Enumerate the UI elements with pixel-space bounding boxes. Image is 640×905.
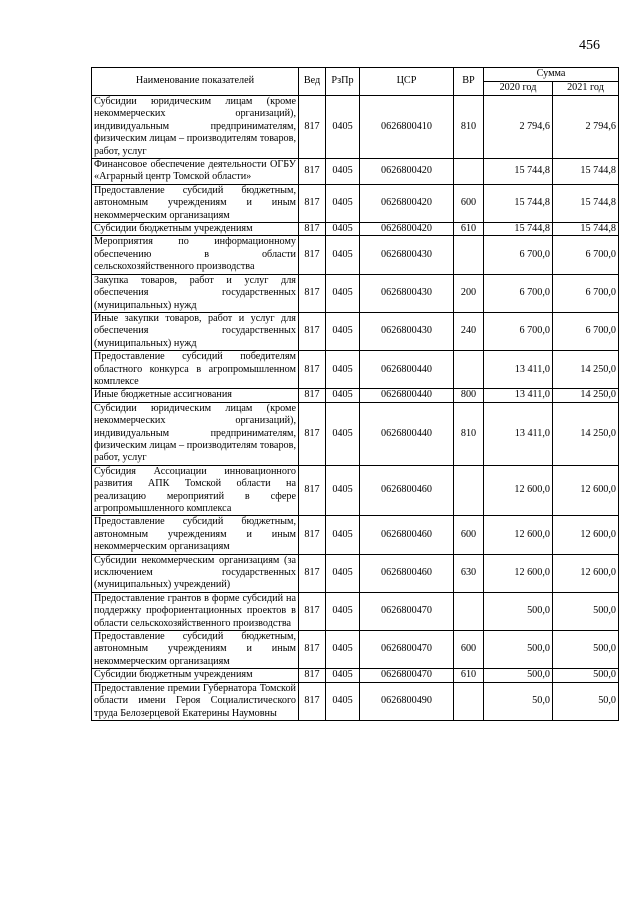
cell-csr: 0626800420 [360,223,454,236]
cell-sum-2020: 12 600,0 [484,516,553,554]
table-header [92,68,619,96]
cell-name: Субсидии юридическим лицам (кроме некоммерческих организаций), индивидуальным предпринимателям, физическим лицам – производителям товаров, работ, услуг [92,402,299,465]
cell-name: Субсидии бюджетным учреждениям [92,669,299,682]
cell-name: Субсидии некоммерческим организациям (за исключением государственных (муниципальных) учреждений) [92,554,299,592]
cell-ved: 817 [299,682,326,720]
cell-rzpr: 0405 [326,516,360,554]
cell-csr: 0626800420 [360,159,454,185]
cell-name: Иные закупки товаров, работ и услуг для обеспечения государственных (муниципальных) нужд [92,312,299,350]
cell-csr: 0626800470 [360,631,454,669]
cell-ved: 817 [299,389,326,402]
cell-ved: 817 [299,669,326,682]
cell-sum-2021: 15 744,8 [553,223,619,236]
cell-rzpr: 0405 [326,274,360,312]
cell-vr [454,236,484,274]
cell-sum-2020: 500,0 [484,669,553,682]
cell-name: Иные бюджетные ассигнования [92,389,299,402]
cell-vr: 240 [454,312,484,350]
cell-name: Субсидии бюджетным учреждениям [92,223,299,236]
cell-sum-2020: 6 700,0 [484,274,553,312]
cell-rzpr: 0405 [326,236,360,274]
table-row [92,389,619,402]
cell-ved: 817 [299,402,326,465]
cell-sum-2020: 12 600,0 [484,554,553,592]
cell-name: Предоставление субсидий победителям областного конкурса в агропромышленном комплексе [92,351,299,389]
cell-rzpr: 0405 [326,312,360,350]
cell-vr: 810 [454,402,484,465]
table-row [92,96,619,159]
cell-sum-2021: 500,0 [553,669,619,682]
cell-sum-2020: 13 411,0 [484,402,553,465]
cell-rzpr: 0405 [326,554,360,592]
cell-name: Субсидия Ассоциации инновационного развития АПК Томской области на реализацию мероприятий в сфере агропромышленного комплекса [92,465,299,516]
cell-vr: 610 [454,669,484,682]
cell-sum-2021: 6 700,0 [553,236,619,274]
cell-vr: 800 [454,389,484,402]
cell-sum-2020: 500,0 [484,631,553,669]
cell-ved: 817 [299,516,326,554]
cell-csr: 0626800430 [360,274,454,312]
cell-rzpr: 0405 [326,669,360,682]
cell-sum-2021: 6 700,0 [553,312,619,350]
cell-sum-2021: 500,0 [553,631,619,669]
cell-ved: 817 [299,274,326,312]
cell-ved: 817 [299,312,326,350]
table-body [92,96,619,721]
table-row [92,236,619,274]
table-row [92,465,619,516]
cell-csr: 0626800440 [360,389,454,402]
cell-sum-2021: 500,0 [553,592,619,630]
budget-table [91,67,619,721]
table-row [92,402,619,465]
header-sum: Сумма [484,68,619,82]
cell-sum-2021: 15 744,8 [553,159,619,185]
cell-csr: 0626800430 [360,312,454,350]
cell-vr [454,682,484,720]
header-csr: ЦСР [360,68,454,96]
cell-ved: 817 [299,554,326,592]
cell-rzpr: 0405 [326,389,360,402]
cell-rzpr: 0405 [326,402,360,465]
table-row [92,159,619,185]
cell-sum-2020: 15 744,8 [484,184,553,222]
cell-name: Предоставление субсидий бюджетным, автономным учреждениям и иным некоммерческим организациям [92,631,299,669]
cell-vr [454,592,484,630]
cell-csr: 0626800440 [360,402,454,465]
cell-vr: 600 [454,516,484,554]
cell-name: Предоставление грантов в форме субсидий на поддержку профориентационных проектов в области сельскохозяйственного производства [92,592,299,630]
cell-ved: 817 [299,465,326,516]
header-year-2020: 2020 год [484,82,553,96]
cell-sum-2020: 2 794,6 [484,96,553,159]
cell-rzpr: 0405 [326,351,360,389]
cell-csr: 0626800460 [360,554,454,592]
cell-sum-2021: 2 794,6 [553,96,619,159]
header-ved: Вед [299,68,326,96]
cell-vr [454,465,484,516]
table-row [92,669,619,682]
cell-sum-2021: 12 600,0 [553,554,619,592]
cell-ved: 817 [299,592,326,630]
header-name: Наименование показателей [92,68,299,96]
cell-sum-2020: 15 744,8 [484,159,553,185]
cell-csr: 0626800420 [360,184,454,222]
cell-name: Мероприятия по информационному обеспечению в области сельскохозяйственного производства [92,236,299,274]
cell-name: Закупка товаров, работ и услуг для обеспечения государственных (муниципальных) нужд [92,274,299,312]
cell-csr: 0626800430 [360,236,454,274]
cell-vr [454,159,484,185]
cell-vr: 810 [454,96,484,159]
cell-vr [454,351,484,389]
table-row [92,223,619,236]
cell-sum-2021: 14 250,0 [553,351,619,389]
cell-sum-2020: 6 700,0 [484,312,553,350]
table-row [92,516,619,554]
cell-sum-2021: 14 250,0 [553,389,619,402]
cell-name: Финансовое обеспечение деятельности ОГБУ «Аграрный центр Томской области» [92,159,299,185]
table-row [92,554,619,592]
cell-sum-2020: 15 744,8 [484,223,553,236]
cell-sum-2020: 6 700,0 [484,236,553,274]
cell-vr: 200 [454,274,484,312]
cell-rzpr: 0405 [326,631,360,669]
cell-ved: 817 [299,351,326,389]
cell-sum-2020: 500,0 [484,592,553,630]
table-row [92,274,619,312]
cell-rzpr: 0405 [326,159,360,185]
cell-csr: 0626800460 [360,516,454,554]
cell-rzpr: 0405 [326,96,360,159]
cell-sum-2021: 14 250,0 [553,402,619,465]
cell-csr: 0626800460 [360,465,454,516]
page-number: 456 [579,38,600,53]
cell-sum-2021: 6 700,0 [553,274,619,312]
cell-rzpr: 0405 [326,682,360,720]
table-row [92,184,619,222]
cell-sum-2020: 13 411,0 [484,351,553,389]
cell-ved: 817 [299,184,326,222]
cell-ved: 817 [299,96,326,159]
cell-rzpr: 0405 [326,184,360,222]
cell-name: Предоставление премии Губернатора Томской области имени Героя Социалистического труда Белозерцевой Екатерины Наумовны [92,682,299,720]
table-row [92,351,619,389]
cell-csr: 0626800490 [360,682,454,720]
cell-rzpr: 0405 [326,223,360,236]
cell-name: Предоставление субсидий бюджетным, автономным учреждениям и иным некоммерческим организациям [92,184,299,222]
cell-sum-2021: 12 600,0 [553,516,619,554]
cell-ved: 817 [299,223,326,236]
table-row [92,682,619,720]
cell-rzpr: 0405 [326,465,360,516]
table-row [92,631,619,669]
cell-name: Субсидии юридическим лицам (кроме некоммерческих организаций), индивидуальным предпринимателям, физическим лицам – производителям товаров, работ, услуг [92,96,299,159]
cell-csr: 0626800470 [360,592,454,630]
header-vr: ВР [454,68,484,96]
cell-sum-2021: 15 744,8 [553,184,619,222]
cell-ved: 817 [299,236,326,274]
header-rzpr: РзПр [326,68,360,96]
cell-name: Предоставление субсидий бюджетным, автономным учреждениям и иным некоммерческим организациям [92,516,299,554]
cell-sum-2020: 50,0 [484,682,553,720]
cell-sum-2020: 12 600,0 [484,465,553,516]
header-year-2021: 2021 год [553,82,619,96]
table-row [92,592,619,630]
cell-sum-2021: 50,0 [553,682,619,720]
table-row [92,312,619,350]
cell-csr: 0626800410 [360,96,454,159]
cell-csr: 0626800440 [360,351,454,389]
cell-vr: 630 [454,554,484,592]
cell-sum-2021: 12 600,0 [553,465,619,516]
cell-vr: 610 [454,223,484,236]
cell-ved: 817 [299,631,326,669]
cell-ved: 817 [299,159,326,185]
cell-rzpr: 0405 [326,592,360,630]
cell-vr: 600 [454,631,484,669]
cell-sum-2020: 13 411,0 [484,389,553,402]
cell-vr: 600 [454,184,484,222]
cell-csr: 0626800470 [360,669,454,682]
